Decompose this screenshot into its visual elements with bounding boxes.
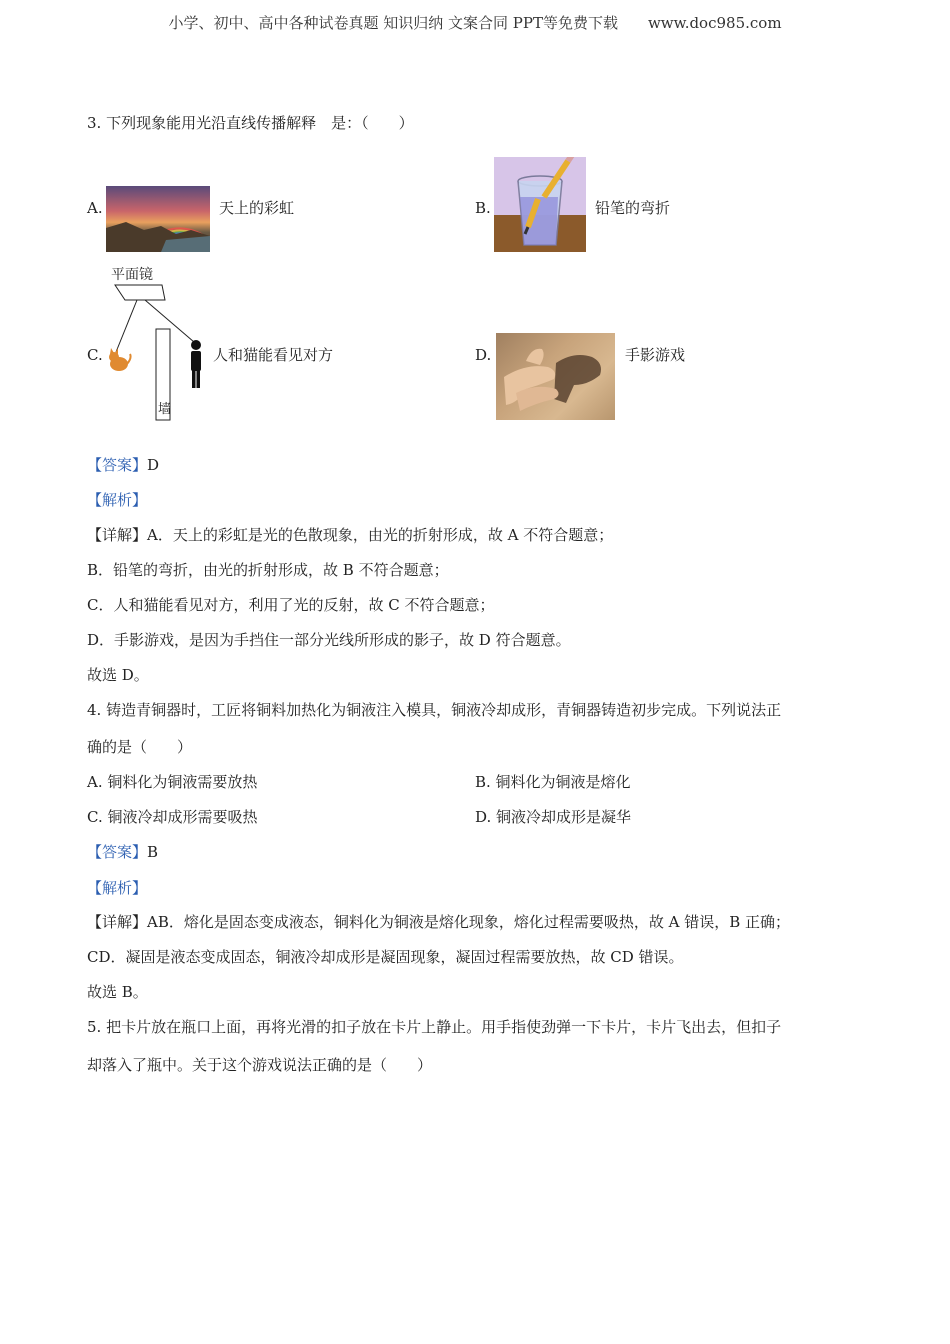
q4-answer-value: B <box>147 843 159 861</box>
q3-answer-tag: 【答案】 <box>87 456 148 474</box>
q3-option-d-text: 手影游戏 <box>625 346 686 364</box>
q3-option-b-letter: B. <box>475 199 491 217</box>
page-header: 小学、初中、高中各种试卷真题 知识归纳 文案合同 PPT等免费下载 www.doc985.com <box>168 14 782 32</box>
q3-detail-tag: 【详解】 <box>87 526 148 544</box>
q4-option-d: D. 铜液冷却成形是凝华 <box>475 808 632 826</box>
q4-detail-line-2: CD．凝固是液态变成固态，铜液冷却成形是凝固现象，凝固过程需要放热，故 CD 错误。 <box>87 948 684 966</box>
q3-option-a-letter: A. <box>87 199 103 217</box>
q3-detail-line-4: D．手影游戏，是因为手挡住一部分光线所形成的影子，故 D 符合题意。 <box>87 631 571 649</box>
q3-option-c-letter: C. <box>87 346 103 364</box>
q3-detail-line-3: C．人和猫能看见对方，利用了光的反射，故 C 不符合题意； <box>87 596 495 614</box>
q3-answer-value: D <box>147 456 160 474</box>
q4-conclusion: 故选 B。 <box>87 983 148 1001</box>
rainbow-image <box>106 186 210 252</box>
q3-detail-line-2: B．铅笔的弯折，由光的折射形成，故 B 不符合题意； <box>87 561 449 579</box>
q4-detail-tag: 【详解】 <box>87 913 148 931</box>
q3-answer-row <box>87 455 159 475</box>
q3-detail-line-1 <box>87 525 613 545</box>
q3-stem: 3. 下列现象能用光沿直线传播解释 是：（ ） <box>87 114 414 132</box>
q4-option-b: B. 铜料化为铜液是熔化 <box>475 773 631 791</box>
mirror-label: 平面镜 <box>111 267 153 283</box>
hand-shadow-image <box>496 333 615 420</box>
q4-stem-line-1: 4. 铸造青铜器时，工匠将铜料加热化为铜液注入模具，铜液冷却成形，青铜器铸造初步完成。下列说法正 <box>87 701 782 719</box>
q4-detail-line-1 <box>87 912 790 932</box>
q4-detail-text-1: AB．熔化是固态变成液态，铜料化为铜液是熔化现象，熔化过程需要吸热，故 A 错误，B 正确； <box>147 913 791 931</box>
q3-option-c-text: 人和猫能看见对方 <box>213 346 334 364</box>
wall-label: 墙 <box>158 402 172 417</box>
pencil-in-glass-image <box>494 157 586 252</box>
q3-option-b-text: 铅笔的弯折 <box>595 199 671 217</box>
q3-option-d-letter: D. <box>475 346 492 364</box>
q5-stem-line-2: 却落入了瓶中。关于这个游戏说法正确的是（ ） <box>87 1056 433 1074</box>
q4-stem-line-2: 确的是（ ） <box>87 738 193 756</box>
q5-stem-line-1: 5. 把卡片放在瓶口上面，再将光滑的扣子放在卡片上静止。用手指使劲弹一下卡片，卡片飞出去，但扣子 <box>87 1018 782 1036</box>
q3-conclusion: 故选 D。 <box>87 666 149 684</box>
q4-analysis-tag: 【解析】 <box>87 879 148 897</box>
q4-option-c: C. 铜液冷却成形需要吸热 <box>87 808 258 826</box>
q4-option-a: A. 铜料化为铜液需要放热 <box>87 773 258 791</box>
q4-answer-row <box>87 842 158 862</box>
q3-option-a-text: 天上的彩虹 <box>219 199 295 217</box>
q4-answer-tag: 【答案】 <box>87 843 148 861</box>
q3-detail-text-1: A．天上的彩虹是光的色散现象，由光的折射形成，故 A 不符合题意； <box>147 526 614 544</box>
q3-analysis-tag: 【解析】 <box>87 491 148 509</box>
